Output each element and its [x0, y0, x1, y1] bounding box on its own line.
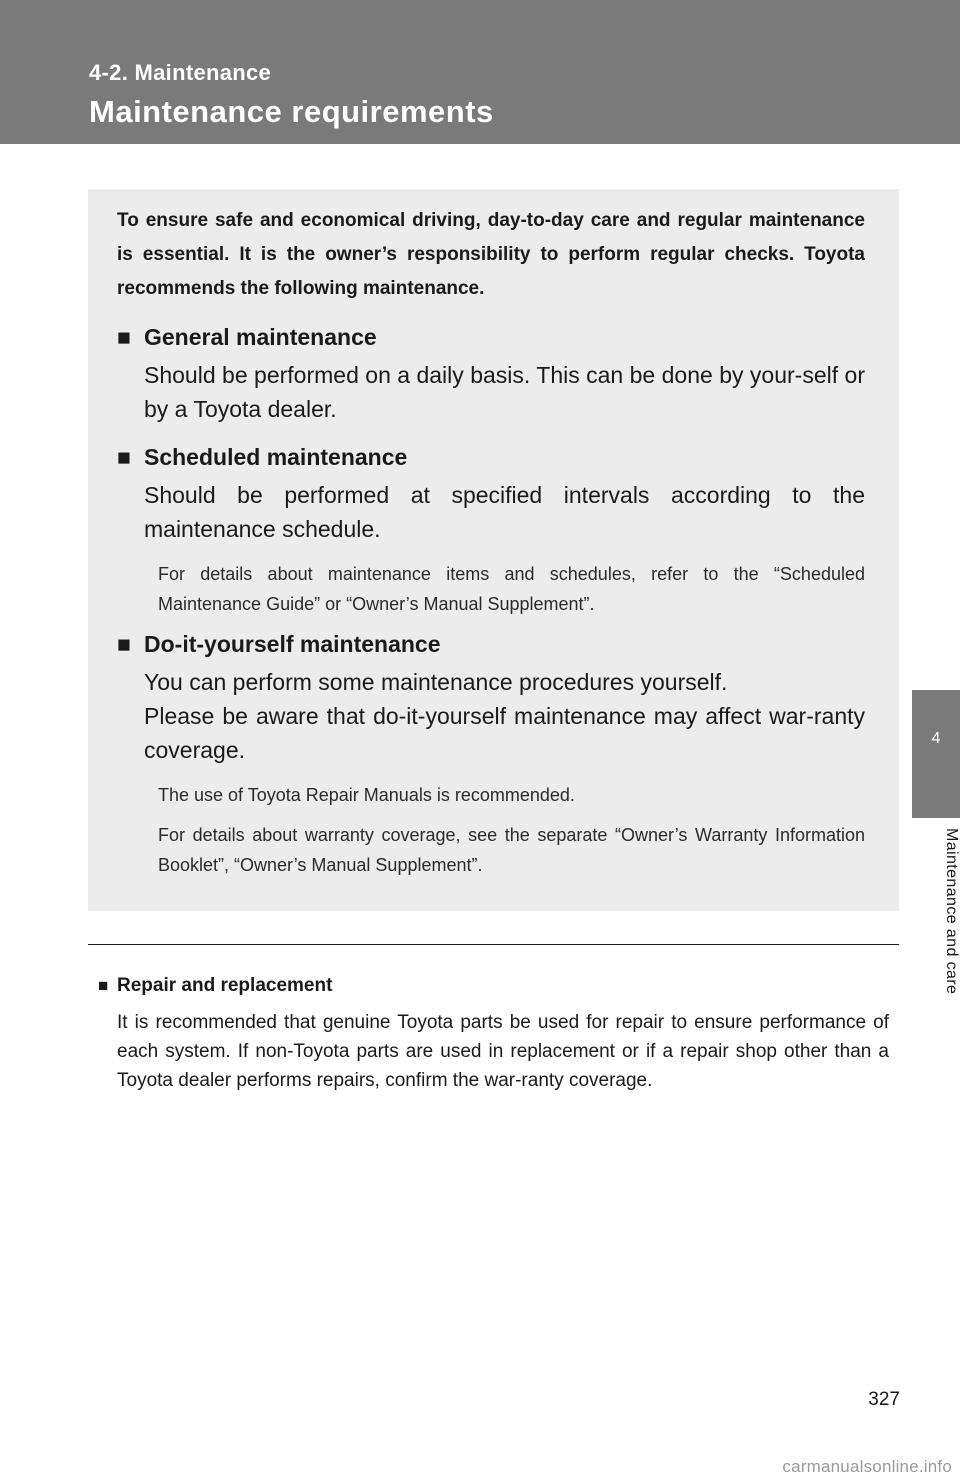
item-general-maintenance: [117, 322, 865, 426]
item-diy-maintenance: [117, 629, 865, 880]
footnote-heading-text: Repair and replacement: [117, 975, 333, 996]
item-body: [144, 358, 865, 426]
footnote-heading: [98, 972, 889, 1000]
item-note-text: For details about maintenance items and schedules, refer to the “Scheduled Maintenance Guide” or “Owner’s Manual Supplement”.: [158, 564, 865, 614]
chapter-number: 4: [931, 730, 941, 747]
item-heading: [117, 442, 865, 472]
section-label: 4-2. Maintenance: [89, 60, 272, 85]
square-bullet-icon: ■: [98, 976, 109, 995]
square-bullet-icon: ■: [117, 444, 131, 470]
item-note-text: The use of Toyota Repair Manuals is recommended.: [158, 785, 575, 805]
item-heading-text: Do-it-yourself maintenance: [144, 631, 441, 657]
item-body-text: Should be performed on a daily basis. This can be done by your-self or by a Toyota dealer.: [144, 362, 865, 422]
item-body-text: You can perform some maintenance procedures yourself.: [144, 669, 728, 695]
intro-text: To ensure safe and economical driving, day-to-day care and regular maintenance is essential. It is the owner’s responsibility to perform regular checks. Toyota recommends the following maintenance.: [117, 210, 865, 299]
chapter-tab: [912, 690, 960, 818]
chapter-label: [912, 828, 960, 1028]
chapter-header: [0, 0, 960, 144]
page-number: 327: [868, 1389, 900, 1410]
footnote-body: It is recommended that genuine Toyota parts be used for repair to ensure performance of each system. If non-Toyota parts are used in replacement or if a repair shop other than a Toyota dealer performs repairs, confirm the war-ranty coverage.: [117, 1012, 889, 1091]
item-note-text: For details about warranty coverage, see the separate “Owner’s Warranty Information Booklet”, “Owner’s Manual Supplement”.: [158, 825, 865, 875]
item-body-text: Should be performed at specified intervals according to the maintenance schedule.: [144, 482, 865, 542]
item-note: [158, 559, 865, 619]
item-body: [144, 478, 865, 546]
square-bullet-icon: ■: [117, 631, 131, 657]
item-body-text: Please be aware that do-it-yourself maintenance may affect war-ranty coverage.: [144, 703, 865, 763]
page-title: Maintenance requirements: [89, 94, 494, 129]
item-heading: [117, 629, 865, 659]
chapter-label-text: Maintenance and care: [943, 828, 960, 995]
item-body: [144, 665, 865, 767]
footnote-repair-replacement: [98, 972, 889, 1095]
item-scheduled-maintenance: [117, 442, 865, 619]
item-heading: [117, 322, 865, 352]
item-heading-text: Scheduled maintenance: [144, 444, 408, 470]
square-bullet-icon: ■: [117, 324, 131, 350]
item-note: [158, 780, 865, 880]
watermark: carmanualsonline.info: [782, 1457, 952, 1476]
section-divider: [88, 944, 899, 945]
item-heading-text: General maintenance: [144, 324, 377, 350]
info-panel: [88, 189, 899, 911]
